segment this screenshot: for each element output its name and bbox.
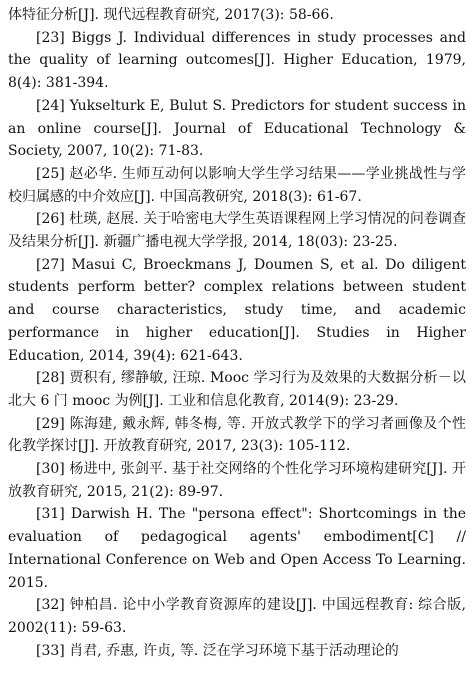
reference-24: [24] Yukselturk E, Bulut S. Predictors for student success in an online course[J]. Journal of Educational Technology & Society, 2007, 10(2): 71-83. <box>8 97 466 160</box>
reference-26: [26] 杜瑛, 赵展. 关于哈密电大学生英语课程网上学习情况的问卷调查及结果分析[J]. 新疆广播电视大学学报, 2014, 18(03): 23-25. <box>8 211 466 251</box>
reference-30: [30] 杨进中, 张剑平. 基于社交网络的个性化学习环境构建研究[J]. 开放教育研究, 2015, 21(2): 89-97. <box>8 461 466 500</box>
reference-28: [28] 贾积有, 缪静敏, 汪琼. Mooc 学习行为及效果的大数据分析－以北大 6 门 mooc 为例[J]. 工业和信息化教育, 2014(9): 23-29. <box>8 370 466 409</box>
reference-23: [23] Biggs J. Individual differences in study processes and the quality of learning outcomes[J]. Higher Education, 1979, 8(4): 381-394. <box>8 29 466 92</box>
reference-27: [27] Masui C, Broeckmans J, Doumen S, et al. Do diligent students perform better? complex relations between student and course characteristics, study time, and academic performance in higher education[J]. Studies in Higher Education, 2014, 39(4): 621-643. <box>8 256 466 364</box>
reference-continuation: 体特征分析[J]. 现代远程教育研究, 2017(3): 58-66. <box>8 7 334 23</box>
reference-32: [32] 钟柏昌. 论中小学教育资源库的建设[J]. 中国远程教育: 综合版, 2002(11): 59-63. <box>8 597 466 636</box>
reference-31: [31] Darwish H. The "persona effect": Shortcomings in the evaluation of pedagogical agents' embodiment[C] // International Conference on Web and Open Access To Learning. 2015. <box>8 506 466 591</box>
reference-33: [33] 肖君, 乔惠, 许贞, 等. 泛在学习环境下基于活动理论的 <box>36 642 399 659</box>
reference-25: [25] 赵必华. 生师互动何以影响大学生学习结果——学业挑战性与学校归属感的中介效应[J]. 中国高教研究, 2018(3): 61-67. <box>8 165 466 205</box>
reference-29: [29] 陈海建, 戴永辉, 韩冬梅, 等. 开放式教学下的学习者画像及个性化教学探讨[J]. 开放教育研究, 2017, 23(3): 105-112. <box>8 415 466 455</box>
